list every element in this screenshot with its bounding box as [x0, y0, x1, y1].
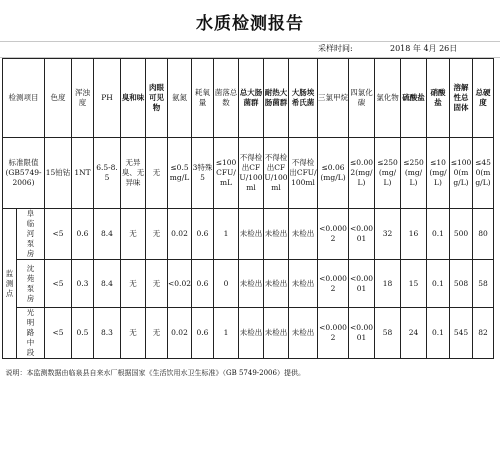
cell-color: <5	[45, 308, 72, 359]
header-visible: 肉眼可见物	[146, 59, 168, 138]
cell-coliforms: 未检出	[239, 209, 264, 260]
standard-row	[3, 138, 494, 209]
header-colonies: 菌落总数	[214, 59, 239, 138]
cell-ccl4: <0.0001	[349, 260, 375, 308]
cell-tds: 500	[450, 209, 473, 260]
cell-visible: 无	[146, 308, 168, 359]
standard-ccl4: ≤0.002(mg/L)	[349, 138, 375, 209]
standard-label: 标准限值(GB5749-2006)	[3, 138, 45, 209]
site-name: 沈苑泵房	[17, 260, 45, 308]
cell-tds: 545	[450, 308, 473, 359]
standard-nitrate: ≤10(mg/L)	[427, 138, 450, 209]
cell-sulfate: 15	[401, 260, 427, 308]
standard-hardness: ≤450(mg/L)	[473, 138, 494, 209]
header-ph: PH	[94, 59, 121, 138]
cell-odor: 无	[121, 308, 146, 359]
cell-visible: 无	[146, 260, 168, 308]
cell-ammonia: 0.02	[168, 308, 192, 359]
standard-tds: ≤1000(mg/L)	[450, 138, 473, 209]
note-row	[3, 359, 494, 388]
standard-chloroform: ≤0.06(mg/L)	[318, 138, 349, 209]
header-ecoli: 大肠埃希氏菌	[289, 59, 318, 138]
header-item: 检测项目	[3, 59, 45, 138]
cell-coliforms: 未检出	[239, 308, 264, 359]
cell-ecoli: 未检出	[289, 209, 318, 260]
cell-thermo-coliforms: 未检出	[264, 260, 289, 308]
cell-chloroform: <0.0002	[318, 308, 349, 359]
header-coliforms: 总大肠菌群	[239, 59, 264, 138]
cell-turbidity: 0.6	[72, 209, 94, 260]
report-note: 说明：本监测数据由临泉县自来水厂根据国家《生活饮用水卫生标准》（GB 5749-2006）提供。	[3, 359, 494, 388]
cell-nitrate: 0.1	[427, 308, 450, 359]
table-row	[3, 209, 494, 260]
cell-ph: 8.4	[94, 260, 121, 308]
cell-odor: 无	[121, 209, 146, 260]
standard-visible: 无	[146, 138, 168, 209]
cell-sulfate: 24	[401, 308, 427, 359]
cell-cod: 0.6	[192, 209, 214, 260]
cell-color: <5	[45, 209, 72, 260]
cell-odor: 无	[121, 260, 146, 308]
table-row	[3, 260, 494, 308]
standard-color: 15铂钴	[45, 138, 72, 209]
cell-ccl4: <0.0001	[349, 209, 375, 260]
cell-ph: 8.3	[94, 308, 121, 359]
cell-hardness: 82	[473, 308, 494, 359]
monitoring-points-label: 监测点	[3, 209, 17, 359]
cell-ecoli: 未检出	[289, 260, 318, 308]
cell-ammonia: 0.02	[168, 209, 192, 260]
header-odor: 臭和味	[121, 59, 146, 138]
standard-coliforms: 不得检出CFU/100ml	[239, 138, 264, 209]
cell-turbidity: 0.5	[72, 308, 94, 359]
cell-chloride: 18	[375, 260, 401, 308]
standard-colonies: ≤100CFU/mL	[214, 138, 239, 209]
cell-hardness: 80	[473, 209, 494, 260]
header-row	[3, 59, 494, 138]
cell-thermo-coliforms: 未检出	[264, 209, 289, 260]
sampling-time-row	[310, 42, 495, 56]
cell-ammonia: <0.02	[168, 260, 192, 308]
cell-chloroform: <0.0002	[318, 209, 349, 260]
header-cod: 耗氧量	[192, 59, 214, 138]
header-ccl4: 四氯化碳	[349, 59, 375, 138]
standard-turbidity: 1NT	[72, 138, 94, 209]
standard-sulfate: ≤250(mg/L)	[401, 138, 427, 209]
cell-chloride: 58	[375, 308, 401, 359]
cell-chloroform: <0.0002	[318, 260, 349, 308]
cell-sulfate: 16	[401, 209, 427, 260]
cell-coliforms: 未检出	[239, 260, 264, 308]
cell-tds: 508	[450, 260, 473, 308]
cell-turbidity: 0.3	[72, 260, 94, 308]
sampling-time-label: 采样时间:	[318, 44, 353, 53]
header-nitrate: 硝酸盐	[427, 59, 450, 138]
standard-ammonia: ≤0.5mg/L	[168, 138, 192, 209]
standard-odor: 无异臭、无异味	[121, 138, 146, 209]
standard-ph: 6.5-8.5	[94, 138, 121, 209]
cell-ph: 8.4	[94, 209, 121, 260]
cell-colonies: 1	[214, 308, 239, 359]
cell-nitrate: 0.1	[427, 260, 450, 308]
sampling-date: 2018 年 4月 26日	[390, 44, 458, 53]
cell-ccl4: <0.0001	[349, 308, 375, 359]
site-name: 光明路中段	[17, 308, 45, 359]
cell-visible: 无	[146, 209, 168, 260]
cell-chloride: 32	[375, 209, 401, 260]
header-hardness: 总硬度	[473, 59, 494, 138]
cell-colonies: 1	[214, 209, 239, 260]
standard-cod: 3特殊5	[192, 138, 214, 209]
header-color: 色度	[45, 59, 72, 138]
cell-thermo-coliforms: 未检出	[264, 308, 289, 359]
cell-nitrate: 0.1	[427, 209, 450, 260]
cell-ecoli: 未检出	[289, 308, 318, 359]
cell-hardness: 58	[473, 260, 494, 308]
header-sulfate: 硫酸盐	[401, 59, 427, 138]
header-thermo-coliforms: 耐热大肠菌群	[264, 59, 289, 138]
standard-thermo-coliforms: 不得检出CFU/100ml	[264, 138, 289, 209]
cell-colonies: 0	[214, 260, 239, 308]
site-name: 阜临河泵房	[17, 209, 45, 260]
header-tds: 溶解性总固体	[450, 59, 473, 138]
cell-cod: 0.6	[192, 260, 214, 308]
header-chloride: 氯化物	[375, 59, 401, 138]
report-title: 水质检测报告	[196, 14, 304, 34]
header-turbidity: 浑浊度	[72, 59, 94, 138]
table-row	[3, 308, 494, 359]
standard-ecoli: 不得检出CFU/100ml	[289, 138, 318, 209]
header-chloroform: 三氯甲烷	[318, 59, 349, 138]
standard-chloride: ≤250(mg/L)	[375, 138, 401, 209]
header-ammonia: 氨氮	[168, 59, 192, 138]
cell-cod: 0.6	[192, 308, 214, 359]
results-table	[2, 58, 494, 387]
cell-color: <5	[45, 260, 72, 308]
